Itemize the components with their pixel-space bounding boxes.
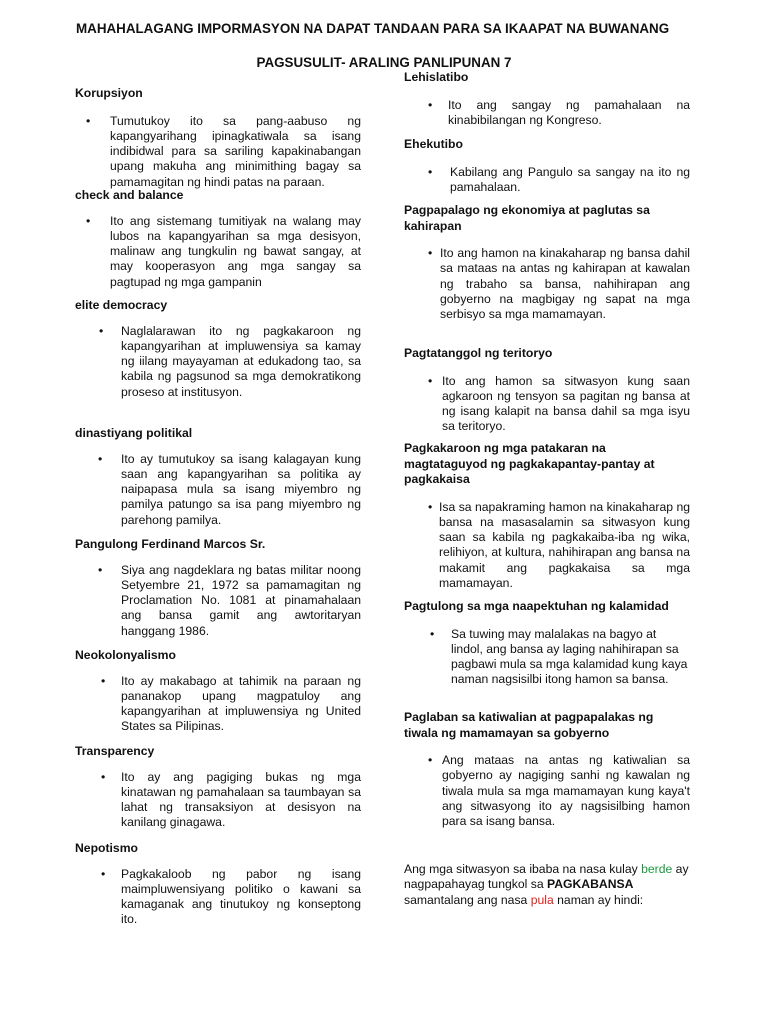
section-neokolonyalismo (75, 648, 361, 735)
section-heading: Pangulong Ferdinand Marcos Sr. (75, 537, 266, 551)
section-heading: Lehislatibo (404, 70, 469, 84)
section-heading: Neokolonyalismo (75, 648, 176, 662)
bullet-text: Ito ay tumutukoy sa isang kalagayan kung saan ang kapangyarihan sa politika ay naipapasa mula sa isang miyembro ng pamilya patungo sa isa pang miyembro ng parehong pamilya. (121, 451, 361, 527)
bullet-icon: • (98, 562, 103, 577)
note-red-word: pula (530, 892, 554, 907)
bullet-icon: • (101, 673, 106, 688)
section-transparency (75, 744, 361, 831)
bullet-icon: • (428, 97, 433, 112)
section-kalamidad (404, 599, 690, 688)
bullet-item (75, 324, 361, 400)
section-heading: dinastiyang politikal (75, 426, 193, 440)
note-text: Ang mga sitwasyon sa ibaba na nasa kulay (404, 862, 642, 876)
bullet-text: Naglalarawan ito ng pagkakaroon ng kapangyarihan at impluwensiya sa kamay ng iilang mayayaman at edukadong tao, sa kabila ng pagsunod sa mga demokratikong proseso at institusyon. (121, 323, 361, 399)
bullet-item (75, 674, 361, 735)
section-heading: Nepotismo (75, 841, 138, 855)
section-heading: Ehekutibo (404, 137, 463, 151)
bullet-icon: • (428, 753, 433, 767)
section-korupsiyon (75, 86, 361, 190)
section-dinastiyang-politikal (75, 426, 361, 528)
bullet-text: Isa sa napakraming hamon na kinakaharap ng bansa na masasalamin sa sitwasyon kung saan sa kabila ng pagkakaiba-iba ng wika, relihiyon, at kultura, nahihirapan ang bansa na makamit ang pagkakaisa sa mga mamamayan. (439, 499, 690, 590)
note-text: samantalang ang nasa (404, 892, 531, 907)
bullet-text: Ito ay makabago at tahimik na paraan ng pananakop upang magpatuloy ang kapangyarihan at impluwensiya ng United States sa Pilipinas. (121, 673, 361, 734)
section-heading: Pagtatanggol ng teritoryo (404, 346, 553, 360)
bullet-item (404, 627, 690, 688)
bullet-icon: • (86, 113, 91, 128)
bullet-icon: • (430, 626, 435, 641)
section-elite-democracy (75, 298, 361, 400)
bullet-text: Siya ang nagdeklara ng batas militar noong Setyembre 21, 1972 sa pamamagitan ng Proclamation No. 1081 at pinamahalaan ang bansa gamit ang awtoritaryan hanggang 1986. (121, 562, 361, 638)
section-katiwalian (404, 710, 690, 829)
section-heading: Pagpapalago ng ekonomiya at paglutas sa kahirapan (404, 203, 650, 233)
note-text: naman ay hindi: (553, 892, 644, 907)
bullet-item (404, 374, 690, 435)
section-heading: Paglaban sa katiwalian at pagpapalakas ng tiwala ng mamamayan sa gobyerno (404, 710, 654, 740)
section-ehekutibo (404, 137, 690, 195)
section-marcos (75, 537, 361, 639)
section-check-and-balance (75, 188, 361, 290)
bullet-item (404, 98, 690, 129)
bullet-item (404, 165, 690, 196)
section-heading: Korupsiyon (75, 86, 143, 100)
document-title: MAHAHALAGANG IMPORMASYON NA DAPAT TANDAAN PARA SA IKAAPAT NA BUWANANG (76, 21, 670, 36)
bullet-item (404, 246, 690, 322)
bullet-icon: • (86, 213, 91, 228)
section-lehislatibo (404, 70, 690, 128)
section-heading: Pagtulong sa mga naapektuhan ng kalamidad (404, 599, 669, 613)
bullet-icon: • (428, 246, 433, 260)
bullet-text: Ito ang sangay ng pamahalaan na kinabibilangan ng Kongreso. (448, 97, 690, 127)
bullet-text: Ang mataas na antas ng katiwalian sa gobyerno ay nagiging sanhi ng kawalan ng tiwala mula sa mga mamamayan kung kaya't ang sitwasyong ito ay nagsisilbing hamon para sa isang bansa. (442, 753, 690, 829)
bullet-icon: • (428, 373, 433, 388)
section-ekonomiya (404, 203, 690, 322)
section-heading: check and balance (75, 188, 184, 202)
bullet-text: Ito ang hamon na kinakaharap ng bansa dahil sa mataas na antas ng kahirapan at kawalan ng trabaho sa bansa, nahihirapan ang gobyerno na magbigay ng sapat na mga serbisyo sa mga mamamayan. (440, 246, 690, 322)
bullet-item (75, 214, 361, 290)
bullet-item (75, 114, 361, 190)
bullet-item (75, 563, 361, 639)
note-green-word: berde (641, 862, 673, 876)
note-paragraph (404, 862, 694, 908)
bullet-item (404, 500, 690, 592)
note-text: ay nagpapahayag tungkol sa (404, 862, 689, 892)
section-teritoryo (404, 346, 690, 435)
bullet-icon: • (101, 769, 106, 784)
bullet-text: Pagkakaloob ng pabor ng isang maimpluwensiyang politiko o kawani sa kamaganak ang tinutukoy ng konseptong ito. (121, 866, 361, 927)
bullet-text: Sa tuwing may malalakas na bagyo at lindol, ang bansa ay laging nahihirapan sa pagbawi mula sa mga kalamidad kung kaya naman nagsisilbi itong hamon sa bansa. (451, 626, 688, 687)
bullet-item (75, 867, 361, 928)
document-subtitle: PAGSUSULIT- ARALING PANLIPUNAN 7 (256, 55, 512, 70)
bullet-icon: • (428, 499, 433, 514)
bullet-text: Ito ay ang pagiging bukas ng mga kinatawan ng pamahalaan sa taumbayan sa lahat ng transaksiyon at desisyon na kanilang ginagawa. (121, 769, 361, 830)
bullet-text: Kabilang ang Pangulo sa sangay na ito ng pamahalaan. (450, 164, 690, 194)
bullet-item (404, 753, 690, 829)
section-patakaran (404, 441, 690, 591)
bullet-text: Tumutukoy ito sa pang-aabuso ng kapangyarihang ipinagkatiwala sa isang indibidwal para sa sariling kapakinabangan upang makuha ang minimithing bagay sa pamamagitan ng hindi patas na paraan. (110, 113, 361, 189)
bullet-item (75, 770, 361, 831)
note-bold-word: PAGKABANSA (546, 877, 634, 892)
section-heading: elite democracy (75, 298, 168, 312)
section-nepotismo (75, 841, 361, 928)
section-heading: Transparency (75, 744, 155, 758)
bullet-text: Ito ang hamon sa sitwasyon kung saan agkaroon ng tensyon sa pagitan ng bansa at ng isang kalapit na bansa dahil sa mga isyu sa teritoryo. (442, 373, 690, 434)
bullet-icon: • (99, 323, 104, 338)
bullet-item (75, 452, 361, 528)
section-heading: Pagkakaroon ng mga patakaran na magtataguyod ng pagkakapantay-pantay at pagkakaisa (404, 441, 655, 486)
bullet-icon: • (101, 866, 106, 881)
bullet-icon: • (98, 451, 103, 466)
bullet-icon: • (428, 164, 433, 179)
bullet-text: Ito ang sistemang tumitiyak na walang may lubos na kapangyarihan sa mga desisyon, malinaw ang tungkulin ng bawat sangay, at may kooperasyon ang mga sangay sa pagtupad ng mga gampanin (110, 213, 361, 289)
